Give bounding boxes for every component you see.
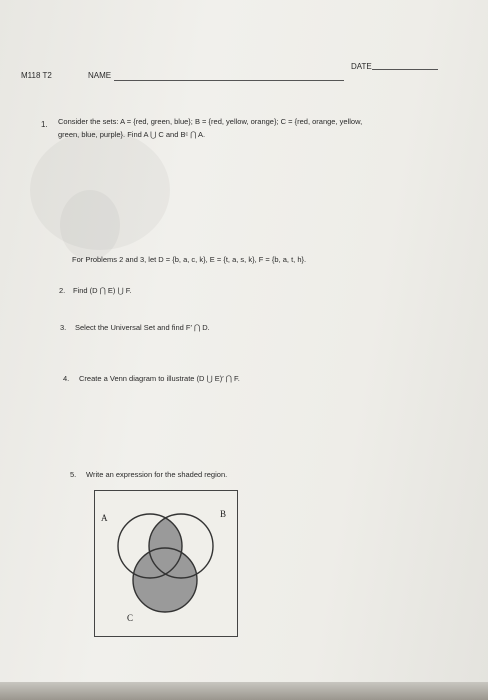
desk-surface-edge	[0, 682, 488, 700]
date-label: DATE	[351, 62, 372, 71]
date-line	[372, 69, 438, 70]
problem-5-text: Write an expression for the shaded region.	[86, 470, 228, 479]
problem-1-line-2: green, blue, purple}. Find A ⋃ C and Bᶜ ⋂ A.	[58, 130, 206, 139]
show-through-shadow	[60, 190, 120, 260]
problem-4-text: Create a Venn diagram to illustrate (D ⋃ E)′ ⋂ F.	[79, 374, 240, 383]
problem-4-number: 4.	[63, 374, 70, 383]
venn-label-a: A	[101, 513, 108, 523]
venn-label-c: C	[127, 613, 134, 623]
problem-1-line-1: Consider the sets: A = {red, green, blue}; B = {red, yellow, orange}; C = {red, orange, yellow,	[58, 117, 363, 126]
venn-diagram	[95, 491, 237, 636]
problems-2-3-intro: For Problems 2 and 3, let D = {b, a, c, k}, E = {t, a, s, k}, F = {b, a, t, h}.	[72, 255, 307, 264]
problem-2-number: 2.	[59, 286, 66, 295]
problem-3-text: Select the Universal Set and find F′ ⋂ D.	[75, 323, 210, 332]
venn-diagram-universal-set	[94, 490, 238, 637]
problem-1-number: 1.	[41, 120, 48, 129]
problem-2-text: Find (D ⋂ E) ⋃ F.	[73, 286, 132, 295]
name-line	[114, 80, 344, 81]
course-code: M118 T2	[21, 71, 52, 80]
name-label: NAME	[88, 71, 112, 80]
problem-5-number: 5.	[70, 470, 77, 479]
venn-label-b: B	[220, 509, 227, 519]
problem-3-number: 3.	[60, 323, 67, 332]
